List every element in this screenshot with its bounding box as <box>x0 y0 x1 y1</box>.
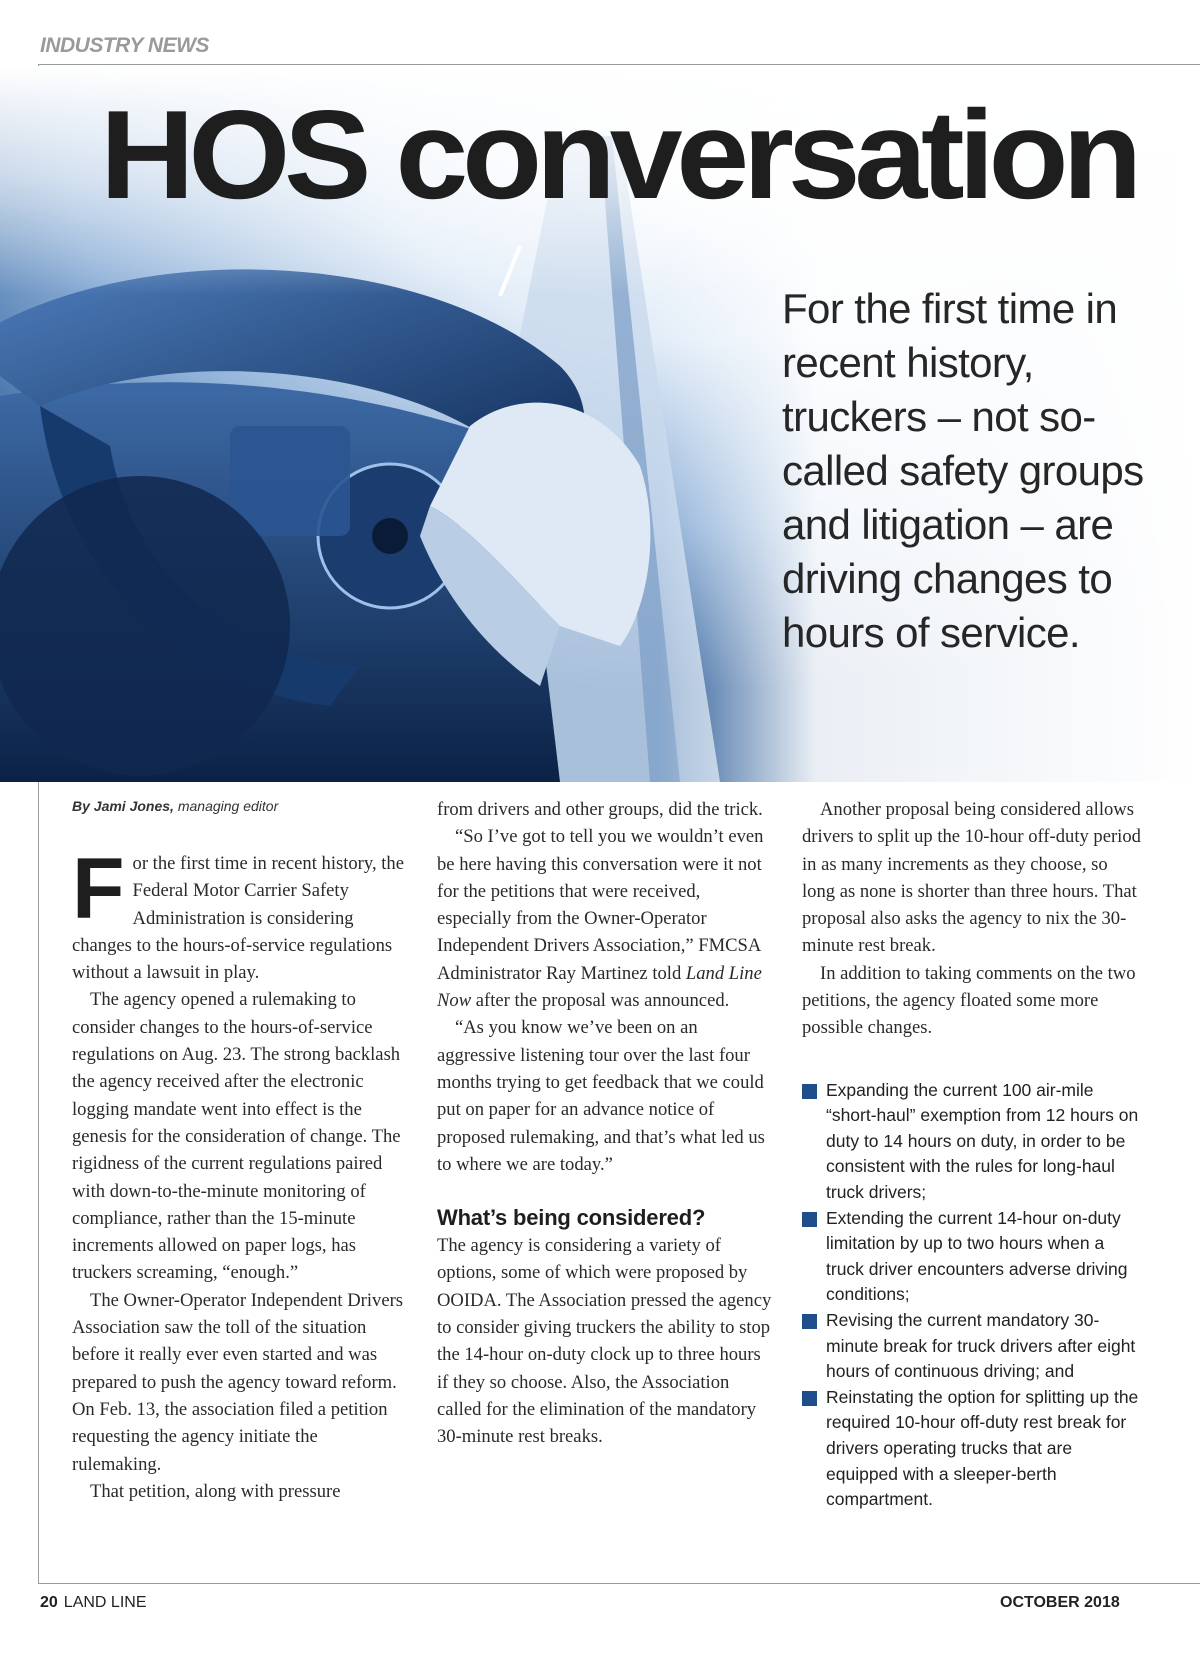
article-paragraph: “So I’ve got to tell you we wouldn’t even be here having this conversation were it not for the petitions that were received, especially from the Owner-Operator Independent Drivers Association,” FMCSA Administrator Ray Martinez told Land Line Now after the proposal was announced. <box>437 826 764 1012</box>
list-item: Reinstating the option for splitting up the required 10-hour off-duty rest break for drivers operating trucks that are equipped with a sleeper-berth compartment. <box>802 1385 1142 1513</box>
list-item: Expanding the current 100 air-mile “short-haul” exemption from 12 hours on duty to 14 hours on duty, in order to be consistent with the rules for long-haul truck drivers; <box>802 1078 1142 1206</box>
drop-cap: F <box>72 841 125 937</box>
frame-bottom-rule <box>38 1583 1200 1584</box>
article-paragraph: from drivers and other groups, did the trick. <box>437 799 763 820</box>
page-number: 20 <box>40 1594 58 1611</box>
article-paragraph: “As you know we’ve been on an aggressive listening tour over the last four months trying to get feedback that we could put on paper for an advance notice of proposed rulemaking, and that’s what led us to where we are today.” <box>437 1017 765 1175</box>
square-bullet-icon <box>802 1084 817 1099</box>
frame-top-rule <box>38 64 1200 65</box>
section-subhead: What’s being considered? <box>437 1205 706 1231</box>
publication-name: LAND LINE <box>63 1594 147 1611</box>
article-paragraph: The Owner-Operator Independent Drivers Association saw the toll of the situation before it really ever even started and was prepared to push the agency toward reform. On Feb. 13, the association filed a petition requesting the agency initiate the rulemaking. <box>72 1289 404 1475</box>
list-item: Revising the current mandatory 30-minute break for truck drivers after eight hours of continuous driving; and <box>802 1308 1142 1385</box>
article-paragraph: For the first time in recent history, the Federal Motor Carrier Safety Administration is considering changes to the hours-of-service regulations without a lawsuit in play. <box>72 841 404 984</box>
section-label: INDUSTRY NEWS <box>40 34 209 57</box>
list-item: Extending the current 14-hour on-duty limitation by up to two hours when a truck driver encounters adverse driving conditions; <box>802 1206 1142 1308</box>
page-footer <box>40 1594 147 1612</box>
article-column-2 <box>437 796 773 1451</box>
headline: HOS conversation <box>100 84 1137 225</box>
square-bullet-icon <box>802 1391 817 1406</box>
byline-role: managing editor <box>177 798 279 814</box>
deck-subtitle: For the first time in recent history, truckers – not so-called safety groups and litigation – are driving changes to hours of service. <box>782 285 1144 656</box>
proposed-changes-list <box>802 1078 1142 1513</box>
article-paragraph: In addition to taking comments on the two petitions, the agency floated some more possible changes. <box>802 962 1136 1039</box>
issue-date: OCTOBER 2018 <box>1000 1594 1120 1611</box>
byline-author: By Jami Jones, <box>72 798 174 814</box>
article-paragraph: The agency opened a rulemaking to consider changes to the hours-of-service regulations on Aug. 23. The strong backlash the agency received after the electronic logging mandate went into effect is the genesis for the consideration of change. The rigidness of the current regulations paired with down-to-the-minute monitoring of compliance, rather than the 15-minute increments allowed on paper logs, has truckers screaming, “enough.” <box>72 989 401 1284</box>
article-column-3 <box>802 796 1142 1513</box>
article-column-1 <box>72 841 408 1505</box>
byline <box>72 798 278 814</box>
square-bullet-icon <box>802 1212 817 1227</box>
square-bullet-icon <box>802 1314 817 1329</box>
article-paragraph: Another proposal being considered allows drivers to split up the 10-hour off-duty period in as many increments as they choose, so long as none is shorter than three hours. That proposal also asks the agency to nix the 30-minute rest break. <box>802 799 1141 957</box>
article-paragraph: That petition, along with pressure <box>90 1480 341 1502</box>
article-paragraph: The agency is considering a variety of options, some of which were proposed by OOIDA. The Association pressed the agency to consider giving truckers the ability to stop the 14-hour on-duty clock up to three hours if they so choose. Also, the Association called for the elimination of the mandatory 30-minute rest breaks. <box>437 1235 772 1448</box>
publication-title: Land Line Now <box>437 962 762 1012</box>
